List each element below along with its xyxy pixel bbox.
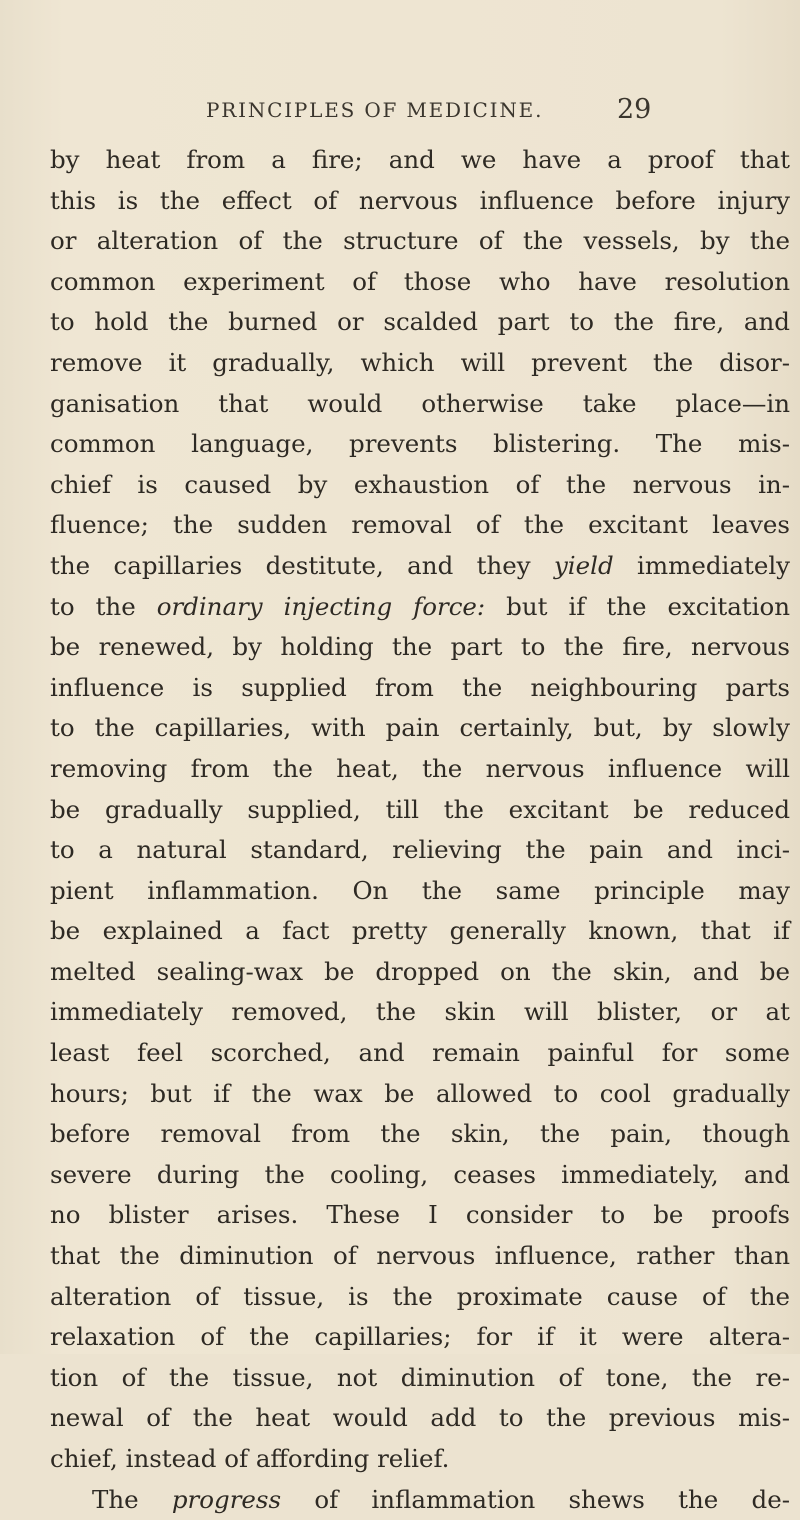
text-line: melted sealing-wax be dropped on the skin, and be (50, 956, 790, 986)
italic-text: ordinary injecting force: (156, 591, 486, 621)
text-line: relaxation of the capillaries; for if it were altera- (50, 1322, 790, 1352)
text-run: immediately (613, 550, 790, 580)
text-line: chief is caused by exhaustion of the nervous in- (50, 469, 790, 499)
text-line: to the capillaries, with pain certainly, but, by slowly (50, 713, 790, 743)
text-line: influence is supplied from the neighbouring parts (50, 672, 790, 702)
text-run: to the (50, 591, 157, 621)
text-line: least feel scorched, and remain painful for some (50, 1038, 790, 1068)
body-text (50, 140, 790, 1520)
text-line: to hold the burned or scalded part to the fire, and (50, 307, 790, 337)
text-line: no blister arises. These I consider to be proofs (50, 1200, 790, 1230)
text-line: that the diminution of nervous influence, rather than (50, 1241, 790, 1271)
text-line: be explained a fact pretty generally known, that if (50, 916, 790, 946)
text-run: the capillaries destitute, and they (50, 550, 554, 580)
text-line: pient inflammation. On the same principle may (50, 875, 790, 905)
italic-text: yield (553, 550, 614, 580)
text-line: before removal from the skin, the pain, though (50, 1119, 790, 1149)
text-line: severe during the cooling, ceases immediately, and (50, 1159, 790, 1189)
text-line: alteration of tissue, is the proximate cause of the (50, 1281, 790, 1311)
text-line: be renewed, by holding the part to the fire, nervous (50, 632, 790, 662)
text-line: removing from the heat, the nervous influence will (50, 753, 790, 783)
italic-text: progress (171, 1484, 282, 1514)
page-number: 29 (617, 94, 652, 125)
text-line: remove it gradually, which will prevent the disor- (50, 347, 790, 377)
text-line: common experiment of those who have resolution (50, 266, 790, 296)
text-line: fluence; the sudden removal of the excitant leaves (50, 510, 790, 540)
text-run: The (92, 1484, 172, 1514)
text-line: chief, instead of affording relief. (50, 1444, 450, 1473)
text-line: common language, prevents blistering. The mis- (50, 429, 790, 459)
text-line: tion of the tissue, not diminution of tone, the re- (50, 1362, 790, 1392)
text-run: but if the excitation (485, 591, 791, 621)
text-run: of inflammation shews the de- (281, 1484, 790, 1514)
text-line: this is the effect of nervous influence before injury (50, 185, 790, 215)
text-line: by heat from a fire; and we have a proof that (50, 145, 790, 174)
text-line: immediately removed, the skin will blister, or at (50, 997, 790, 1027)
text-line (50, 546, 790, 587)
text-line: newal of the heat would add to the previous mis- (50, 1403, 790, 1433)
text-line: ganisation that would otherwise take place—in (50, 388, 790, 418)
text-line: to a natural standard, relieving the pain and inci- (50, 835, 790, 865)
running-head-title: PRINCIPLES OF MEDICINE. (206, 98, 544, 122)
text-line: hours; but if the wax be allowed to cool gradually (50, 1078, 790, 1108)
text-line: be gradually supplied, till the excitant be reduced (50, 794, 790, 824)
text-line (50, 587, 790, 628)
running-head (206, 94, 652, 125)
text-line (50, 1480, 790, 1520)
text-line: or alteration of the structure of the vessels, by the (50, 226, 790, 256)
